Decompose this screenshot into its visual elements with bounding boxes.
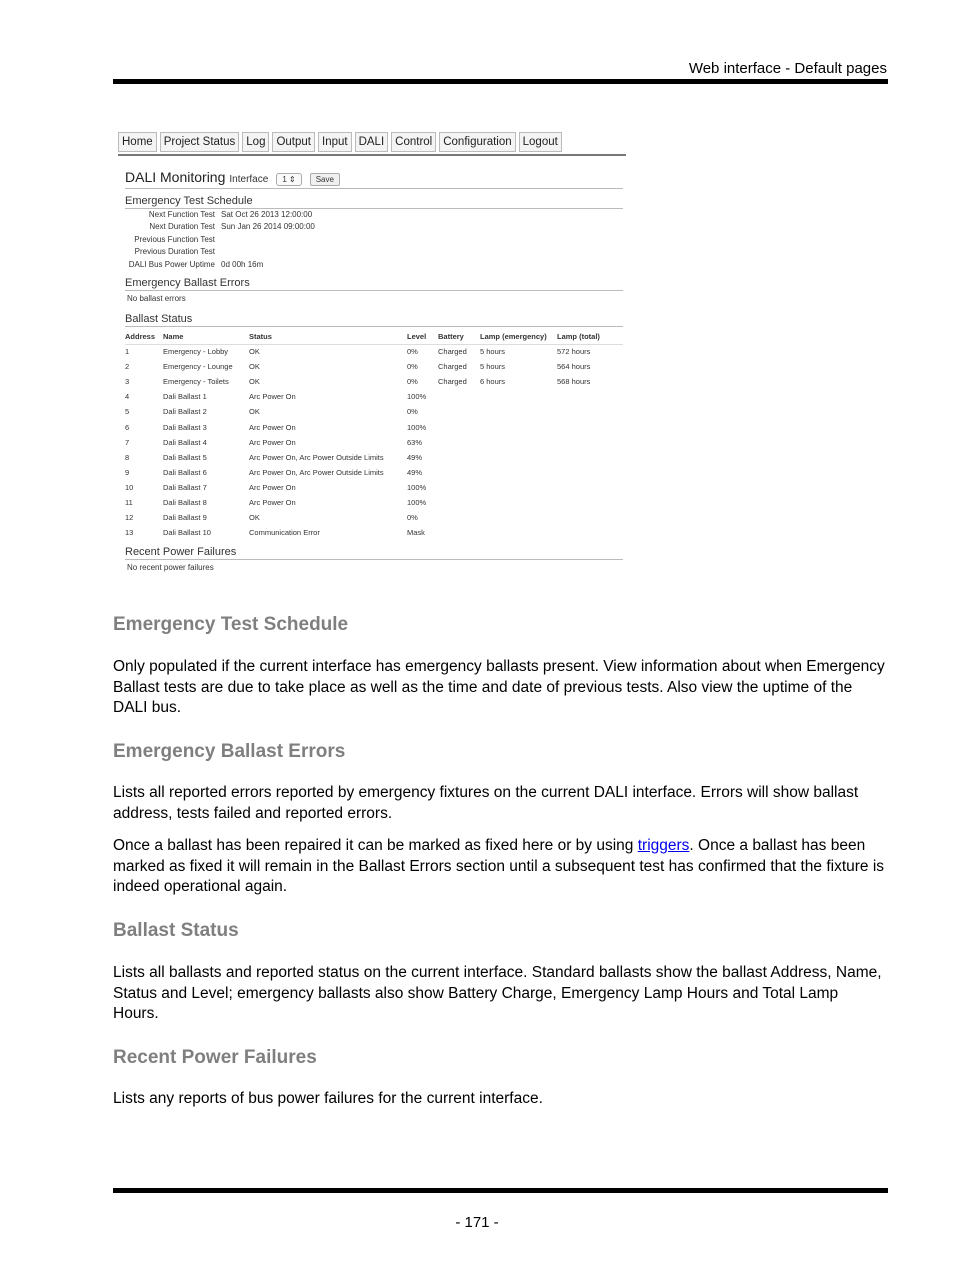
table-cell xyxy=(480,404,557,419)
table-cell xyxy=(438,510,480,525)
table-cell: Emergency - Lobby xyxy=(163,347,229,357)
nav-output[interactable]: Output xyxy=(272,132,315,152)
table-cell: 3 xyxy=(125,377,130,387)
table-cell: 0% xyxy=(407,513,418,523)
table-cell: 100% xyxy=(407,422,427,432)
table-cell: Communication Error xyxy=(249,528,320,538)
table-row xyxy=(125,525,623,540)
paragraph-errors-2 xyxy=(113,836,888,898)
table-cell: 0% xyxy=(407,407,418,417)
table-row xyxy=(125,450,623,465)
table-cell: Dali Ballast 5 xyxy=(163,452,207,462)
table-cell xyxy=(438,404,480,419)
table-cell: 100% xyxy=(407,392,427,402)
table-cell: OK xyxy=(249,362,260,372)
nav-configuration[interactable]: Configuration xyxy=(439,132,515,152)
table-cell: 0% xyxy=(407,362,418,372)
table-cell: 9 xyxy=(125,467,130,477)
table-cell: 1 xyxy=(125,347,130,357)
heading-schedule: Emergency Test Schedule xyxy=(113,614,349,635)
paragraph-errors-1: Lists all reported errors reported by emergency fixtures on the current DALI interface. Errors will show ballast address, tests failed and reported errors. xyxy=(113,784,859,822)
table-cell xyxy=(557,419,623,434)
table-cell: 568 hours xyxy=(557,377,591,387)
table-cell xyxy=(480,525,557,540)
nav-project-status[interactable]: Project Status xyxy=(160,132,240,152)
table-cell xyxy=(438,419,480,434)
table-cell: 49% xyxy=(407,452,423,462)
errors-title: Emergency Ballast Errors xyxy=(125,277,623,291)
table-row xyxy=(125,389,623,404)
nav-input[interactable]: Input xyxy=(318,132,352,152)
nav-control[interactable]: Control xyxy=(391,132,436,152)
table-cell: Dali Ballast 8 xyxy=(163,497,207,507)
table-row xyxy=(125,374,623,389)
monitoring-title: DALI Monitoring xyxy=(125,169,226,185)
table-row xyxy=(125,359,623,374)
header-rule xyxy=(113,79,888,84)
table-cell xyxy=(557,495,623,510)
table-cell: 5 xyxy=(125,407,130,417)
table-cell: 0% xyxy=(407,377,418,387)
table-cell xyxy=(557,480,623,495)
table-cell: Dali Ballast 10 xyxy=(163,528,211,538)
table-cell: 11 xyxy=(125,497,133,507)
table-cell xyxy=(480,435,557,450)
table-cell: 4 xyxy=(125,392,130,402)
triggers-link[interactable]: triggers xyxy=(637,837,690,854)
table-cell: 6 hours xyxy=(480,377,506,387)
nav-dali[interactable]: DALI xyxy=(355,132,389,152)
page-number: - 171 - xyxy=(455,1214,499,1231)
power-text: No recent power failures xyxy=(127,563,214,572)
table-cell xyxy=(557,389,623,404)
table-cell xyxy=(438,389,480,404)
schedule-label: Next Duration Test xyxy=(149,222,215,231)
table-cell: 8 xyxy=(125,452,130,462)
paragraph-status: Lists all ballasts and reported status on the current interface. Standard ballasts show the ballast Address, Name, Status and Level; emergency ballasts also show Battery Charge, Emergency Lamp Hours and Total Lamp Hours. xyxy=(113,964,882,1022)
table-cell xyxy=(480,465,557,480)
interface-label: Interface xyxy=(229,174,269,185)
table-cell: Mask xyxy=(407,528,425,538)
table-cell: 0% xyxy=(407,347,418,357)
table-cell: Arc Power On, Arc Power Outside Limits xyxy=(249,452,384,462)
schedule-value: Sun Jan 26 2014 09:00:00 xyxy=(221,222,315,231)
table-cell: 5 hours xyxy=(480,347,506,357)
table-cell xyxy=(438,495,480,510)
table-cell: Charged xyxy=(438,362,467,372)
table-row xyxy=(125,435,623,450)
table-row xyxy=(125,344,623,359)
table-cell: Dali Ballast 1 xyxy=(163,392,207,402)
running-header: Web interface - Default pages xyxy=(688,60,887,77)
table-cell: 6 xyxy=(125,422,130,432)
table-cell xyxy=(480,389,557,404)
table-cell xyxy=(557,525,623,540)
table-cell: Dali Ballast 3 xyxy=(163,422,207,432)
schedule-row xyxy=(118,210,312,219)
table-cell: Arc Power On xyxy=(249,392,296,402)
table-row xyxy=(125,495,623,510)
save-button[interactable]: Save xyxy=(310,173,340,186)
schedule-label: Previous Duration Test xyxy=(134,247,215,256)
heading-power: Recent Power Failures xyxy=(113,1047,317,1068)
table-cell xyxy=(480,510,557,525)
table-cell: Dali Ballast 2 xyxy=(163,407,207,417)
table-cell xyxy=(480,480,557,495)
table-cell: Dali Ballast 6 xyxy=(163,467,207,477)
col-header: Lamp (total) xyxy=(557,329,623,344)
table-cell: Dali Ballast 9 xyxy=(163,513,207,523)
schedule-title: Emergency Test Schedule xyxy=(125,195,623,209)
text-fragment: Once a ballast has been repaired it can be marked as fixed here or by using xyxy=(113,837,638,854)
heading-status: Ballast Status xyxy=(113,920,239,941)
table-cell xyxy=(438,525,480,540)
table-cell: Charged xyxy=(438,347,467,357)
col-header: Lamp (emergency) xyxy=(480,329,557,344)
table-cell: 12 xyxy=(125,513,134,523)
table-cell: Charged xyxy=(438,377,467,387)
table-cell: Arc Power On, Arc Power Outside Limits xyxy=(249,467,384,477)
table-cell xyxy=(480,450,557,465)
errors-text: No ballast errors xyxy=(127,294,186,303)
table-cell xyxy=(438,435,480,450)
nav-logout[interactable]: Logout xyxy=(519,132,562,152)
col-header: Name xyxy=(163,329,249,344)
table-cell: Dali Ballast 4 xyxy=(163,437,207,447)
table-cell: 7 xyxy=(125,437,130,447)
table-cell xyxy=(557,510,623,525)
paragraph-schedule: Only populated if the current interface has emergency ballasts present. View information about when Emergency Ballast tests are due to take place as well as the time and date of previous tests. Also view the uptime of the DALI bus. xyxy=(113,658,885,716)
table-cell xyxy=(557,465,623,480)
table-cell: 572 hours xyxy=(557,347,591,357)
table-cell xyxy=(557,404,623,419)
ballast-table xyxy=(125,329,623,540)
nav-home[interactable]: Home xyxy=(118,132,157,152)
ballast-header-row xyxy=(125,329,623,344)
table-cell: 5 hours xyxy=(480,362,506,372)
interface-value: 1 xyxy=(282,175,287,184)
table-cell: Arc Power On xyxy=(249,422,296,432)
table-cell xyxy=(480,419,557,434)
schedule-row xyxy=(118,222,315,231)
paragraph-power: Lists any reports of bus power failures for the current interface. xyxy=(113,1090,543,1107)
schedule-label: DALI Bus Power Uptime xyxy=(128,260,215,269)
table-cell: 564 hours xyxy=(557,362,591,372)
table-cell: 2 xyxy=(125,362,130,372)
col-header: Battery xyxy=(438,329,480,344)
schedule-value: Sat Oct 26 2013 12:00:00 xyxy=(221,210,313,219)
table-cell: 10 xyxy=(125,482,134,492)
table-cell: OK xyxy=(249,407,260,417)
table-cell: Emergency - Lounge xyxy=(163,362,233,372)
power-title: Recent Power Failures xyxy=(125,546,623,560)
schedule-row xyxy=(118,235,221,244)
table-row xyxy=(125,404,623,419)
monitoring-rule xyxy=(125,176,623,189)
table-cell: Arc Power On xyxy=(249,482,296,492)
table-row xyxy=(125,480,623,495)
col-header: Address xyxy=(125,329,163,344)
table-row xyxy=(125,465,623,480)
ballast-title: Ballast Status xyxy=(125,313,623,327)
col-header: Status xyxy=(249,329,407,344)
schedule-row xyxy=(118,260,263,269)
table-cell: 100% xyxy=(407,497,427,507)
table-row xyxy=(125,419,623,434)
nav-log[interactable]: Log xyxy=(242,132,269,152)
table-cell: Arc Power On xyxy=(249,497,296,507)
heading-errors: Emergency Ballast Errors xyxy=(113,741,346,762)
table-cell: 100% xyxy=(407,482,427,492)
col-header: Level xyxy=(407,329,438,344)
footer-rule xyxy=(113,1188,888,1193)
table-cell xyxy=(557,450,623,465)
schedule-label: Next Function Test xyxy=(148,210,215,219)
table-cell: Arc Power On xyxy=(249,437,296,447)
schedule-label: Previous Function Test xyxy=(134,235,215,244)
schedule-value: 0d 00h 16m xyxy=(221,260,264,269)
table-row xyxy=(125,510,623,525)
table-cell: Dali Ballast 7 xyxy=(163,482,207,492)
table-cell xyxy=(438,465,480,480)
select-arrows-icon: ⇕ xyxy=(289,175,296,184)
dali-monitoring-screenshot xyxy=(118,132,626,576)
table-cell xyxy=(557,435,623,450)
nav-bar xyxy=(118,132,626,156)
table-cell: OK xyxy=(249,513,260,523)
table-cell: 49% xyxy=(407,467,423,477)
table-cell: 13 xyxy=(125,528,134,538)
table-cell: OK xyxy=(249,347,260,357)
table-cell: OK xyxy=(249,377,260,387)
table-cell xyxy=(438,450,480,465)
table-cell: 63% xyxy=(407,437,423,447)
schedule-row xyxy=(118,247,221,256)
table-cell xyxy=(438,480,480,495)
text-fragment: . Once a ballast has been marked as fixed it will remain in the Ballast Errors section until a subsequent test has confirmed that the fixture is indeed operational again. xyxy=(113,837,885,895)
table-cell: Emergency - Toilets xyxy=(163,377,229,387)
table-cell xyxy=(480,495,557,510)
